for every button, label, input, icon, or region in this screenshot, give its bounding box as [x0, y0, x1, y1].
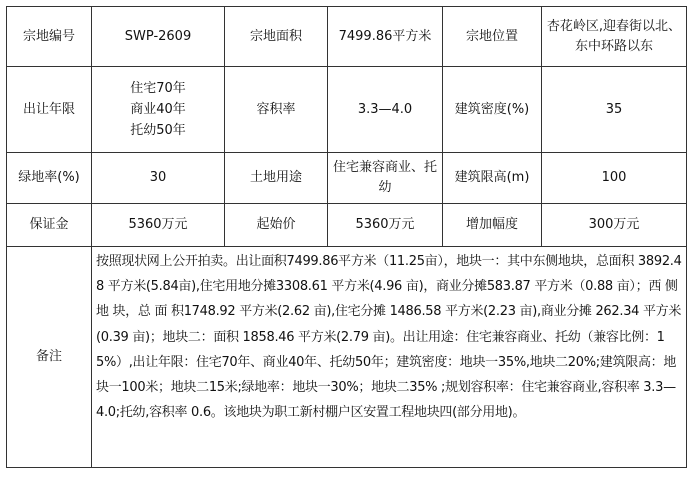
term-values-cell — [92, 67, 225, 153]
far-value: 3.3—4.0 — [328, 67, 443, 153]
density-value: 35 — [542, 67, 687, 153]
table-row — [7, 204, 687, 247]
density-label: 建筑密度(%) — [443, 67, 542, 153]
land-use-label: 土地用途 — [225, 153, 328, 204]
remarks-text: 按照现状网上公开拍卖。出让面积7499.86平方米（11.25亩），地块一：其中东侧地块，总面积 3892.48 平方米(5.84亩),住宅用地分摊3308.61 平方米(4.96 亩)，商业分摊583.87 平方米（0.88 亩）；西 侧 地 块，总 面 积1748.92 平方米(2.62 亩),住宅分摊 1486.58 平方米(2.23 亩),商业分摊 262.34 平方米(0.39 亩)；地块二：面积 1858.46 平方米(2.79 亩)。出让用途：住宅兼容商业、托幼（兼容比例：15%）,出让年限：住宅70年、商业40年、托幼50年；建筑密度：地块一35%,地块二20%;建筑限高：地块一100米；地块二15米;绿地率：地块一30%；地块二35% ;规划容积率：住宅兼容商业,容积率 3.3—4.0;托幼,容积率 0.6。该地块为职工新村棚户区安置工程地块四(部分用地)。 — [92, 247, 687, 468]
area-value: 7499.86平方米 — [328, 7, 443, 67]
remarks-label: 备注 — [7, 247, 92, 468]
increment-value: 300万元 — [542, 204, 687, 247]
location-value: 杏花岭区,迎春街以北、东中环路以东 — [542, 7, 687, 67]
start-price-label: 起始价 — [225, 204, 328, 247]
term-commercial: 商业40年 — [130, 102, 186, 117]
start-price-value: 5360万元 — [328, 204, 443, 247]
table-row — [7, 67, 687, 153]
term-kindergarten: 托幼50年 — [130, 123, 186, 138]
parcel-no-label: 宗地编号 — [7, 7, 92, 67]
far-label: 容积率 — [225, 67, 328, 153]
area-label: 宗地面积 — [225, 7, 328, 67]
height-limit-value: 100 — [542, 153, 687, 204]
increment-label: 增加幅度 — [443, 204, 542, 247]
land-parcel-table — [6, 6, 687, 468]
term-label: 出让年限 — [7, 67, 92, 153]
green-ratio-label: 绿地率(%) — [7, 153, 92, 204]
table-row — [7, 7, 687, 67]
table-row — [7, 153, 687, 204]
parcel-no-value: SWP-2609 — [92, 7, 225, 67]
table-row — [7, 247, 687, 468]
land-use-value: 住宅兼容商业、托幼 — [328, 153, 443, 204]
location-label: 宗地位置 — [443, 7, 542, 67]
deposit-label: 保证金 — [7, 204, 92, 247]
deposit-value: 5360万元 — [92, 204, 225, 247]
term-residential: 住宅70年 — [130, 81, 186, 96]
green-ratio-value: 30 — [92, 153, 225, 204]
height-limit-label: 建筑限高(m) — [443, 153, 542, 204]
